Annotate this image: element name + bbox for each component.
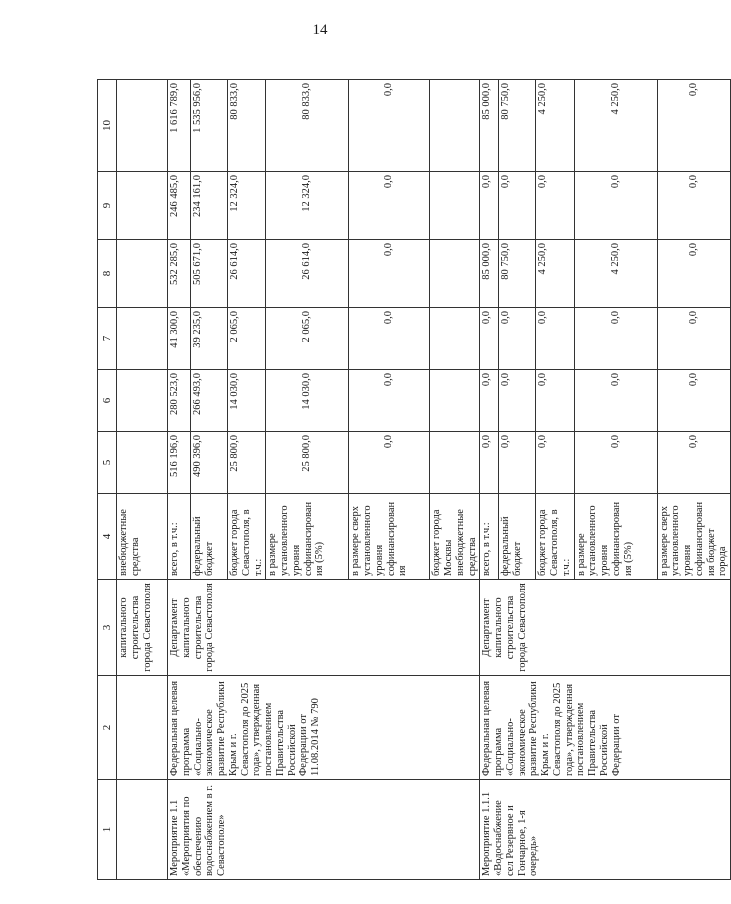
- value-cell: [430, 240, 480, 308]
- value-cell: [117, 308, 168, 370]
- source-cell: федеральный бюджет: [499, 494, 536, 580]
- column-number: 8: [98, 240, 117, 308]
- value-cell: 2 065,0: [228, 308, 266, 370]
- value-cell: 0,0: [480, 172, 499, 240]
- value-cell: 532 285,0: [168, 240, 191, 308]
- value-cell: 505 671,0: [191, 240, 228, 308]
- value-cell: 26 614,0: [266, 240, 349, 308]
- column-number: 7: [98, 308, 117, 370]
- page-number: 14: [312, 22, 328, 38]
- value-cell: 1 616 789,0: [168, 80, 191, 172]
- column-number: 5: [98, 432, 117, 494]
- value-cell: 12 324,0: [228, 172, 266, 240]
- measure-name: Мероприятие 1.1.1 «Водоснабжение сел Резервное и Гончарное, 1-я очередь»: [480, 780, 731, 880]
- value-cell: 4 250,0: [574, 240, 657, 308]
- program-name: Федеральная целевая программа «Социально-экономическое развитие Республики Крым и г. Севастополя до 2025 года», утвержденная постановлением Правительства Российской Федерации от: [480, 676, 731, 780]
- value-cell: [430, 370, 480, 432]
- value-cell: 0,0: [657, 308, 731, 370]
- value-cell: [430, 308, 480, 370]
- value-cell: 0,0: [574, 370, 657, 432]
- value-cell: 39 235,0: [191, 308, 228, 370]
- value-cell: 0,0: [349, 370, 430, 432]
- source-cell: внебюджетные средства: [117, 494, 168, 580]
- measure-cell: [117, 780, 168, 880]
- value-cell: [117, 432, 168, 494]
- value-cell: 41 300,0: [168, 308, 191, 370]
- value-cell: 80 833,0: [228, 80, 266, 172]
- column-number: 9: [98, 172, 117, 240]
- column-number: 10: [98, 80, 117, 172]
- value-cell: 0,0: [574, 172, 657, 240]
- column-number: 1: [98, 780, 117, 880]
- value-cell: 0,0: [657, 240, 731, 308]
- source-cell: бюджет города Севастополя, в т.ч.:: [228, 494, 266, 580]
- column-number: 4: [98, 494, 117, 580]
- value-cell: 12 324,0: [266, 172, 349, 240]
- value-cell: 0,0: [657, 80, 731, 172]
- value-cell: 266 493,0: [191, 370, 228, 432]
- value-cell: 280 523,0: [168, 370, 191, 432]
- source-cell: всего, в т.ч.:: [480, 494, 499, 580]
- source-cell: всего, в т.ч.:: [168, 494, 191, 580]
- value-cell: 25 800,0: [266, 432, 349, 494]
- source-cell: федеральный бюджет: [191, 494, 228, 580]
- table-row: [168, 80, 191, 880]
- value-cell: 4 250,0: [536, 240, 574, 308]
- value-cell: 14 030,0: [266, 370, 349, 432]
- value-cell: 4 250,0: [574, 80, 657, 172]
- value-cell: 246 485,0: [168, 172, 191, 240]
- value-cell: 80 750,0: [499, 80, 536, 172]
- column-number: 3: [98, 580, 117, 676]
- value-cell: 0,0: [499, 308, 536, 370]
- value-cell: 0,0: [480, 370, 499, 432]
- value-cell: 0,0: [574, 308, 657, 370]
- value-cell: 0,0: [657, 172, 731, 240]
- column-number: 2: [98, 676, 117, 780]
- source-cell: в размере сверх установленного уровня софинансирования: [349, 494, 430, 580]
- value-cell: 80 833,0: [266, 80, 349, 172]
- value-cell: 0,0: [536, 370, 574, 432]
- source-cell: бюджет города Севастополя, в т.ч.:: [536, 494, 574, 580]
- value-cell: 1 535 956,0: [191, 80, 228, 172]
- value-cell: 0,0: [499, 370, 536, 432]
- column-number: 6: [98, 370, 117, 432]
- source-cell: бюджет города Москвы внебюджетные средства: [430, 494, 480, 580]
- program-cell: [117, 676, 168, 780]
- value-cell: 14 030,0: [228, 370, 266, 432]
- value-cell: 0,0: [536, 172, 574, 240]
- value-cell: 85 000,0: [480, 80, 499, 172]
- value-cell: 0,0: [536, 432, 574, 494]
- source-cell: в размере установленного уровня софинансирования (5%): [574, 494, 657, 580]
- value-cell: 4 250,0: [536, 80, 574, 172]
- financing-table: [97, 79, 731, 880]
- value-cell: 26 614,0: [228, 240, 266, 308]
- value-cell: 0,0: [536, 308, 574, 370]
- value-cell: 0,0: [349, 240, 430, 308]
- value-cell: 0,0: [480, 308, 499, 370]
- value-cell: 0,0: [657, 432, 731, 494]
- value-cell: 85 000,0: [480, 240, 499, 308]
- value-cell: [430, 172, 480, 240]
- value-cell: 0,0: [349, 308, 430, 370]
- value-cell: 0,0: [499, 172, 536, 240]
- source-cell: в размере сверх установленного уровня софинансирования бюджет города: [657, 494, 731, 580]
- value-cell: 2 065,0: [266, 308, 349, 370]
- value-cell: [117, 240, 168, 308]
- measure-name: Мероприятие 1.1 «Мероприятия по обеспечению водоснабжением в г. Севастополе»: [168, 780, 480, 880]
- value-cell: 0,0: [574, 432, 657, 494]
- value-cell: [117, 80, 168, 172]
- value-cell: 0,0: [480, 432, 499, 494]
- value-cell: 490 396,0: [191, 432, 228, 494]
- value-cell: [430, 432, 480, 494]
- value-cell: 25 800,0: [228, 432, 266, 494]
- customer-cell: капитального строительства города Севастополя: [117, 580, 168, 676]
- value-cell: 0,0: [657, 370, 731, 432]
- customer-name: Департамент капитального строительства города Севастополя: [168, 580, 480, 676]
- rotated-table-container: [97, 80, 729, 880]
- value-cell: 80 750,0: [499, 240, 536, 308]
- program-name: Федеральная целевая программа «Социально-экономическое развитие Республики Крым и г. Севастополя до 2025 года», утвержденная постановлением Правительства Российской Федерации от 11.08.2014 № 790: [168, 676, 480, 780]
- source-cell: в размере установленного уровня софинансирования (5%): [266, 494, 349, 580]
- value-cell: [117, 370, 168, 432]
- value-cell: 0,0: [499, 432, 536, 494]
- table-row: [480, 80, 499, 880]
- customer-name: Департамент капитального строительства города Севастополя: [480, 580, 731, 676]
- value-cell: [430, 80, 480, 172]
- table-row: [117, 80, 168, 880]
- value-cell: 0,0: [349, 432, 430, 494]
- value-cell: 0,0: [349, 80, 430, 172]
- value-cell: [117, 172, 168, 240]
- column-number-row: [98, 80, 117, 880]
- value-cell: 0,0: [349, 172, 430, 240]
- value-cell: 234 161,0: [191, 172, 228, 240]
- value-cell: 516 196,0: [168, 432, 191, 494]
